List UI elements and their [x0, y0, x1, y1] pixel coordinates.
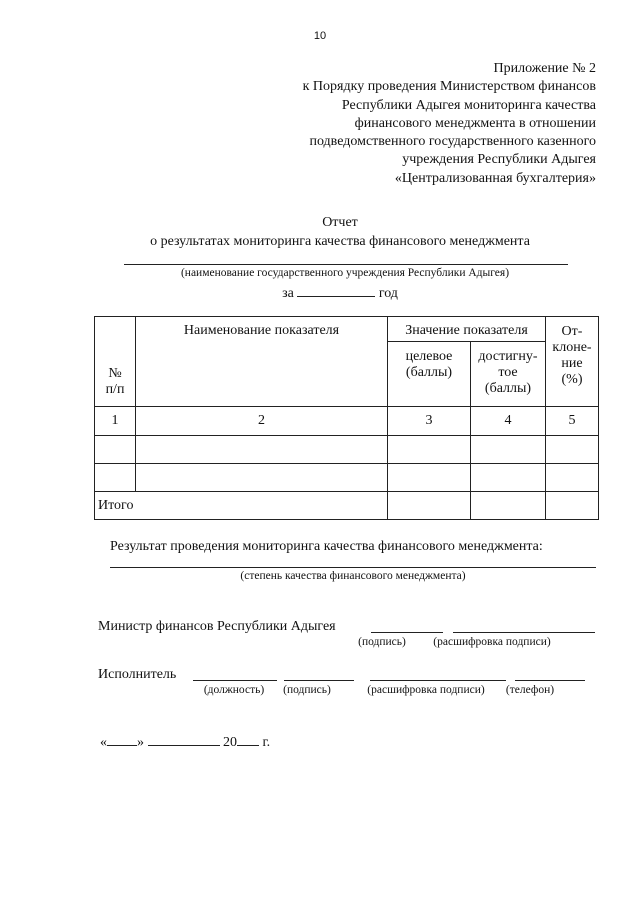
date-line: [100, 733, 270, 751]
result-caption: (степень качества финансового менеджмента): [240, 570, 466, 582]
institution-name-line[interactable]: [124, 264, 568, 265]
table-cell[interactable]: [388, 464, 471, 492]
appendix-header: [176, 60, 596, 188]
table-cell[interactable]: [136, 464, 388, 492]
table-cell[interactable]: [471, 492, 546, 520]
appendix-line: Республики Адыгея мониторинга качества: [341, 97, 596, 113]
minister-label: Министр финансов Республики Адыгея: [98, 619, 336, 634]
table-cell[interactable]: [388, 436, 471, 464]
table-cell[interactable]: [546, 436, 599, 464]
header-indicator-value: Значение показателя: [388, 317, 546, 342]
table-cell[interactable]: [95, 436, 136, 464]
indicators-table: [94, 316, 599, 520]
year-prefix: за: [282, 286, 294, 301]
executor-position-line[interactable]: [193, 680, 277, 681]
table-row-total: [95, 492, 599, 520]
date-century: 20: [223, 735, 237, 750]
executor-decoding-line[interactable]: [370, 680, 506, 681]
table-cell[interactable]: [136, 436, 388, 464]
year-suffix: год: [378, 286, 398, 301]
header-indicator-name: Наименование показателя: [136, 317, 388, 407]
executor-decoding-caption: (расшифровка подписи): [367, 684, 485, 696]
table-cell[interactable]: [546, 492, 599, 520]
appendix-line: к Порядку проведения Министерством финансов: [302, 79, 596, 95]
report-year-row: [0, 284, 640, 302]
header-target: целевое (баллы): [388, 342, 471, 407]
institution-caption: (наименование государственного учреждения Республики Адыгея): [180, 267, 510, 279]
page-number: 10: [313, 30, 327, 42]
appendix-line: подведомственного государственного казенного: [309, 134, 596, 150]
table-row: [95, 464, 599, 492]
column-number: 1: [95, 407, 136, 436]
date-day-blank[interactable]: [107, 733, 137, 746]
monitoring-result-text: Результат проведения мониторинга качества финансового менеджмента:: [110, 539, 543, 554]
column-number: 4: [471, 407, 546, 436]
column-number: 5: [546, 407, 599, 436]
executor-label: Исполнитель: [98, 667, 177, 682]
executor-phone-line[interactable]: [515, 680, 585, 681]
appendix-line: финансового менеджмента в отношении: [354, 115, 596, 131]
minister-decoding-caption: (расшифровка подписи): [433, 636, 551, 648]
date-open-quote: «: [100, 735, 107, 750]
header-num: № п/п: [95, 317, 136, 407]
executor-signature-line[interactable]: [284, 680, 354, 681]
date-suffix: г.: [262, 735, 271, 750]
table-row-numbers: [95, 407, 599, 436]
report-subtitle: о результатах мониторинга качества финансового менеджмента: [150, 234, 530, 249]
year-blank[interactable]: [297, 284, 375, 297]
column-number: 2: [136, 407, 388, 436]
appendix-line: «Централизованная бухгалтерия»: [394, 170, 596, 186]
appendix-line: Приложение № 2: [493, 61, 596, 76]
table-cell[interactable]: [546, 464, 599, 492]
date-month-blank[interactable]: [148, 733, 220, 746]
table-cell[interactable]: [471, 436, 546, 464]
minister-signature-line[interactable]: [371, 632, 443, 633]
report-title: Отчет: [322, 215, 358, 230]
appendix-line: учреждения Республики Адыгея: [402, 152, 596, 168]
date-close-quote: »: [137, 735, 144, 750]
executor-signature-caption: (подпись): [283, 684, 331, 696]
result-line[interactable]: [110, 567, 596, 568]
table-cell[interactable]: [471, 464, 546, 492]
total-label: Итого: [95, 492, 388, 520]
header-deviation: От- клоне- ние (%): [546, 317, 599, 407]
table-cell[interactable]: [95, 464, 136, 492]
column-number: 3: [388, 407, 471, 436]
date-year-blank[interactable]: [237, 733, 259, 746]
table-cell[interactable]: [388, 492, 471, 520]
header-achieved: достигну- тое (баллы): [471, 342, 546, 407]
executor-phone-caption: (телефон): [505, 684, 555, 696]
minister-decoding-line[interactable]: [453, 632, 595, 633]
executor-position-caption: (должность): [203, 684, 265, 696]
minister-signature-caption: (подпись): [358, 636, 406, 648]
table-row: [95, 436, 599, 464]
